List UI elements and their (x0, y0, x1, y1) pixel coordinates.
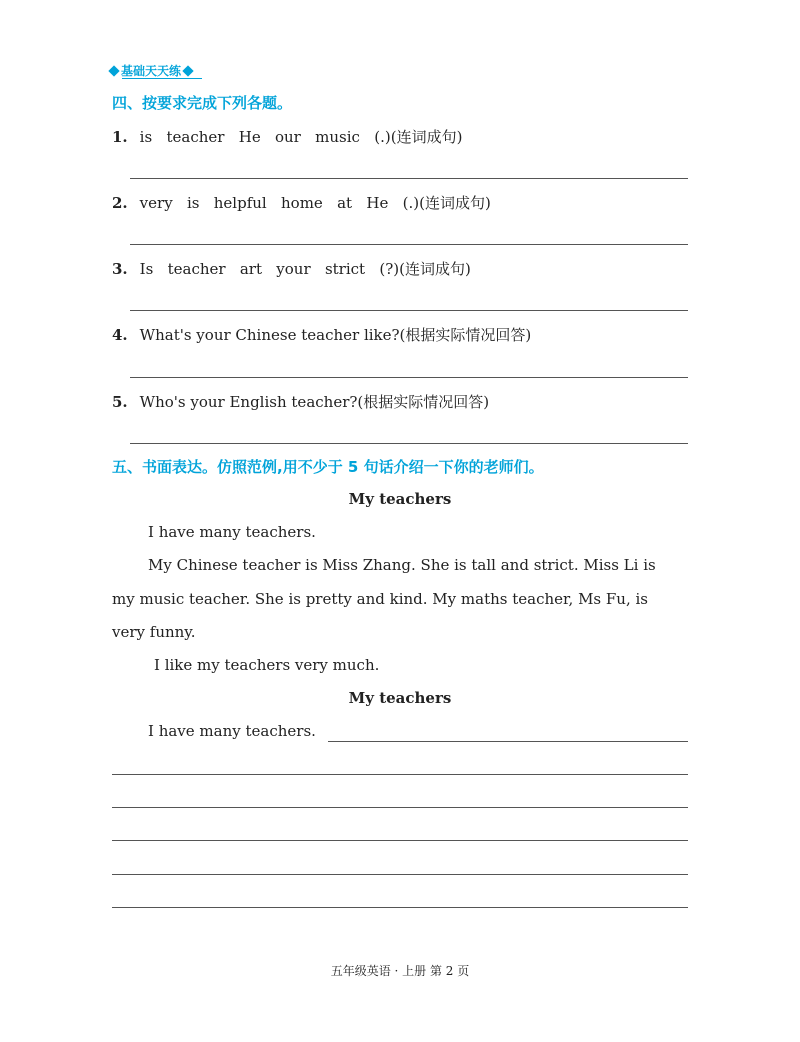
diamond-left-icon (108, 65, 119, 76)
diamond-right-icon (182, 65, 193, 76)
answer-line-4[interactable] (130, 377, 688, 378)
example-line-1: I have many teachers. (148, 523, 316, 541)
answer-line-2[interactable] (130, 244, 688, 245)
question-3-text: Is teacher art your strict (?)(连词成句) (139, 260, 471, 278)
writing-line-2[interactable] (112, 807, 688, 808)
writing-line-1[interactable] (112, 774, 688, 775)
answer-line-1[interactable] (130, 178, 688, 179)
answer-line-5[interactable] (130, 443, 688, 444)
question-5 (112, 391, 489, 412)
writing-line-start[interactable] (328, 741, 688, 742)
page-footer: 五年级英语 · 上册 第 2 页 (330, 964, 470, 978)
question-4-text: What's your Chinese teacher like?(根据实际情况回答) (139, 326, 532, 344)
question-4-number: 4. (112, 326, 128, 344)
question-2-number: 2. (112, 194, 128, 212)
task-start-text: I have many teachers. (148, 722, 316, 740)
example-line-5: I like my teachers very much. (154, 656, 380, 674)
question-3-number: 3. (112, 260, 128, 278)
writing-line-5[interactable] (112, 907, 688, 908)
question-1-number: 1. (112, 128, 128, 146)
writing-line-4[interactable] (112, 874, 688, 875)
question-5-number: 5. (112, 393, 128, 411)
header-tag-label: 基础天天练 (121, 64, 182, 78)
header-tag (110, 62, 192, 79)
section5-title: 五、书面表达。仿照范例,用不少于 5 句话介绍一下你的老师们。 (112, 458, 544, 476)
example-line-2: My Chinese teacher is Miss Zhang. She is tall and strict. Miss Li is (148, 556, 656, 574)
answer-line-3[interactable] (130, 310, 688, 311)
example-title: My teachers (348, 490, 452, 508)
section4-title: 四、按要求完成下列各题。 (112, 94, 293, 112)
writing-line-3[interactable] (112, 840, 688, 841)
task-title: My teachers (348, 689, 452, 707)
question-1-text: is teacher He our music (.)(连词成句) (139, 128, 463, 146)
question-4 (112, 324, 531, 345)
example-line-3: my music teacher. She is pretty and kind. My maths teacher, Ms Fu, is (112, 590, 649, 608)
question-1 (112, 126, 462, 147)
question-5-text: Who's your English teacher?(根据实际情况回答) (139, 393, 490, 411)
example-line-4: very funny. (112, 623, 196, 641)
header-underline (122, 78, 202, 79)
question-2 (112, 192, 491, 213)
question-2-text: very is helpful home at He (.)(连词成句) (139, 194, 491, 212)
question-3 (112, 258, 471, 279)
